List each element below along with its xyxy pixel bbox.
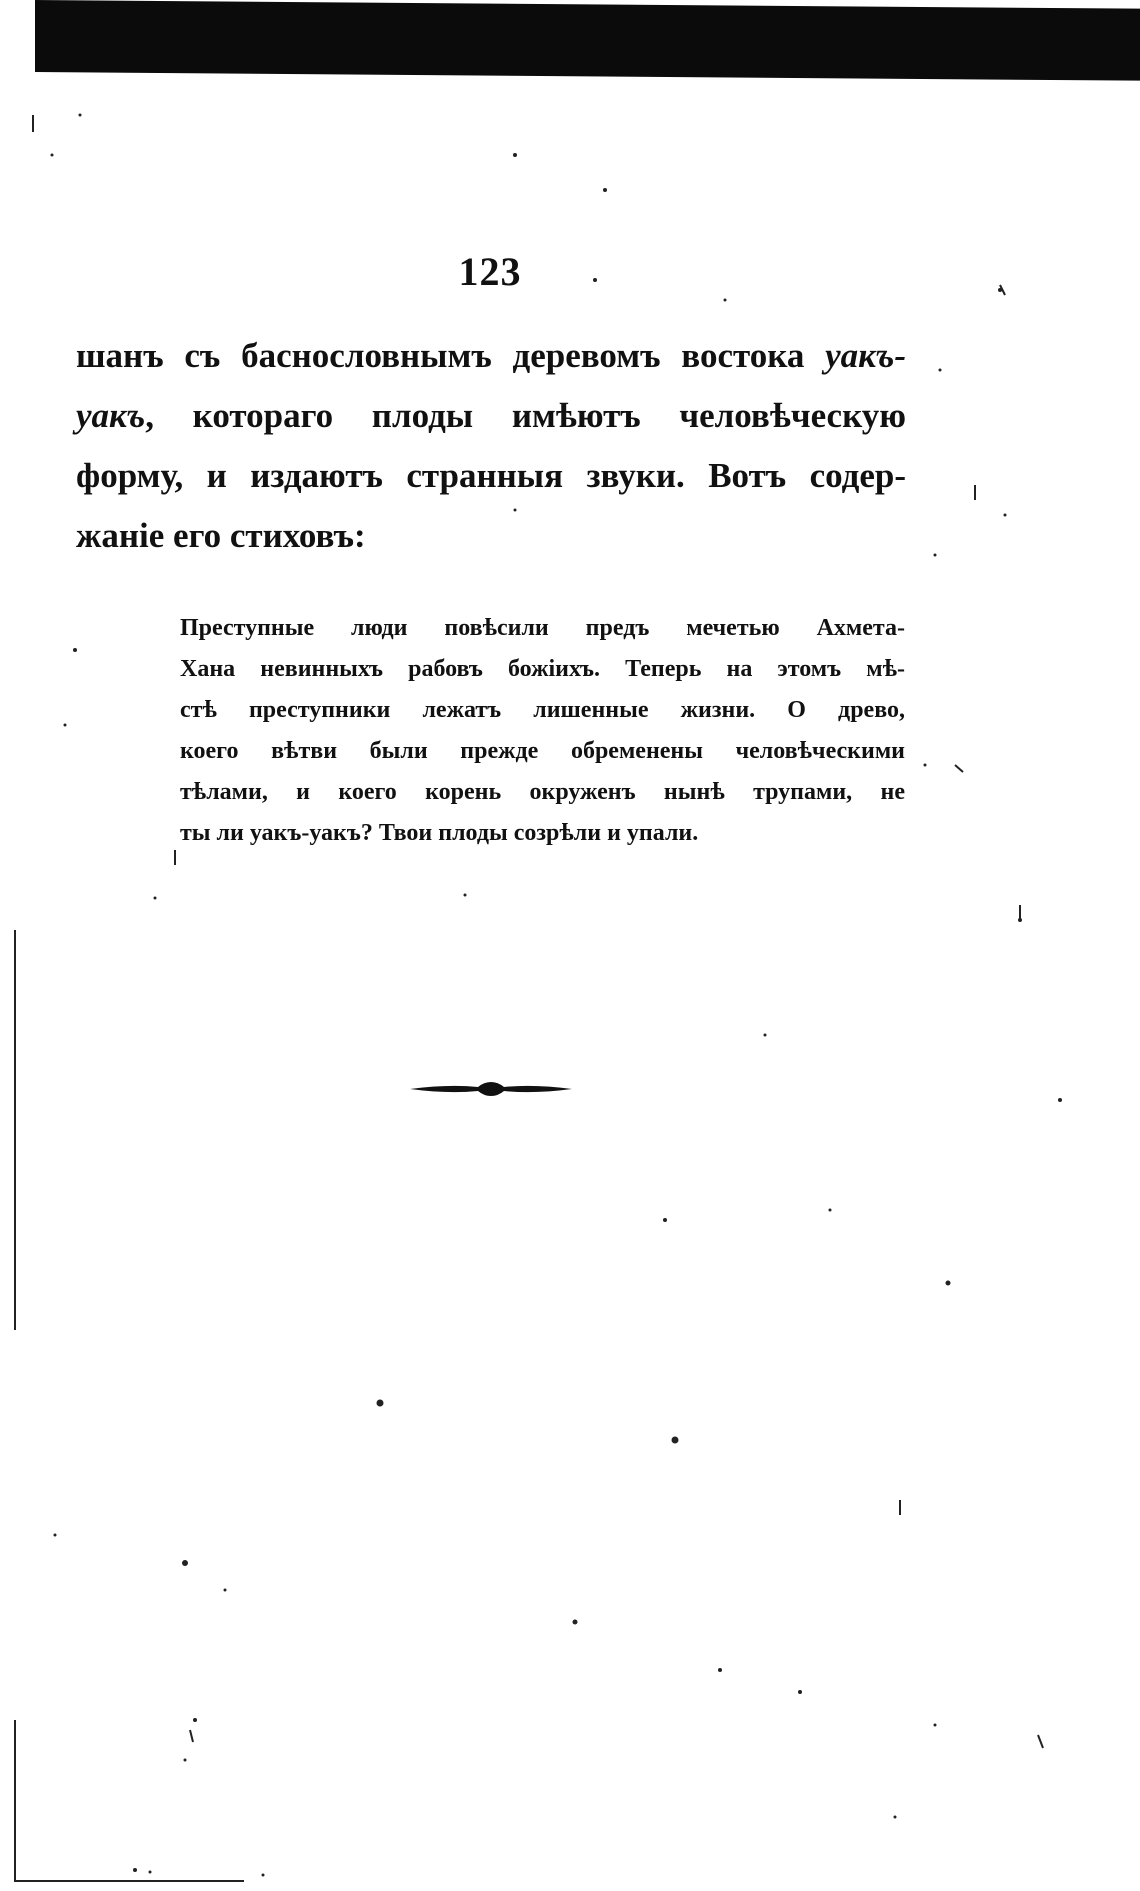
text-line xyxy=(76,326,906,386)
quote-line: коего вѣтви были прежде обременены человѣческими xyxy=(180,738,905,764)
quote-line: тѣлами, и коего корень окруженъ нынѣ трупами, не xyxy=(180,779,905,805)
text-segment: , котораго плоды имѣютъ человѣческую xyxy=(145,396,906,435)
scan-left-edge-mark xyxy=(14,930,16,1330)
text-line xyxy=(76,386,906,446)
text-line: форму, и издаютъ странныя звуки. Вотъ содер- xyxy=(76,456,906,495)
italic-word: уакъ- xyxy=(825,336,907,375)
scan-bottom-edge-mark xyxy=(14,1880,244,1882)
text-line: жанie его стиховъ: xyxy=(76,516,366,555)
quote-line: Преступные люди повѣсили предъ мечетью Ахмета- xyxy=(180,615,905,641)
poem-quote xyxy=(180,608,905,854)
page-number: 123 xyxy=(458,249,522,294)
main-paragraph xyxy=(76,326,906,566)
text-segment: шанъ съ баснословнымъ деревомъ востока xyxy=(76,336,805,375)
quote-line: стѣ преступники лежатъ лишенные жизни. О древо, xyxy=(180,697,905,723)
scan-left-edge-mark xyxy=(14,1720,16,1880)
ornamental-rule-icon xyxy=(408,1078,574,1100)
italic-word: уакъ xyxy=(76,396,146,435)
quote-line: ты ли уакъ-уакъ? Твои плоды созрѣли и упали. xyxy=(180,820,699,846)
scan-top-border xyxy=(35,0,1140,81)
quote-line: Хана невинныхъ рабовъ божiихъ. Теперь на этомъ мѣ- xyxy=(180,656,905,682)
